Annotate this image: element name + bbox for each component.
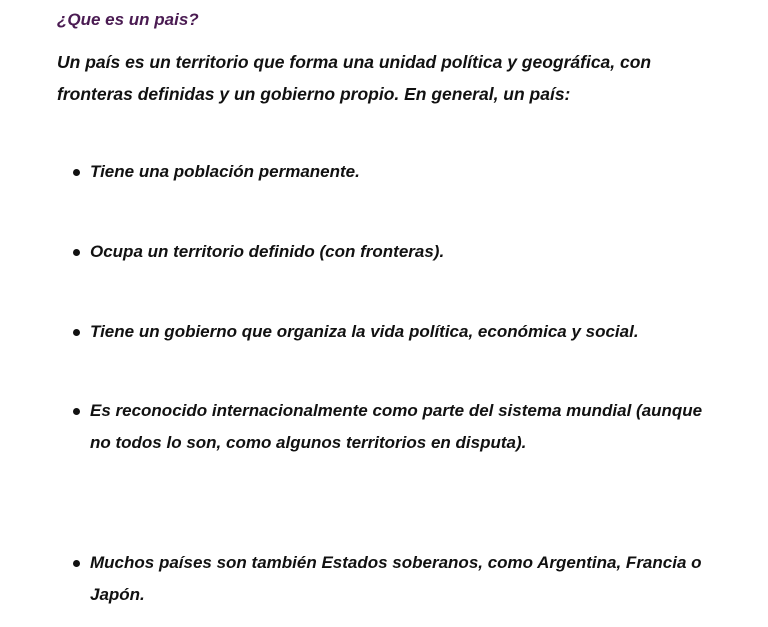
bullet-icon [73,329,80,336]
list-item-text: Tiene un gobierno que organiza la vida política, económica y social. [90,322,639,341]
list-item-text: Muchos países son también Estados soberanos, como Argentina, Francia o Japón. [90,553,702,604]
list-item [73,395,723,459]
bullet-icon [73,560,80,567]
intro-paragraph: Un país es un territorio que forma una unidad política y geográfica, con fronteras definidas y un gobierno propio. En general, un país: [57,52,652,104]
list-item-text: Es reconocido internacionalmente como parte del sistema mundial (aunque no todos lo son, como algunos territorios en disputa). [90,401,703,452]
list-item [73,316,723,348]
list-item [73,156,723,188]
list-item [73,547,723,611]
list-item [73,236,723,268]
bullet-icon [73,249,80,256]
document-title: ¿Que es un pais? [57,10,199,29]
bullet-icon [73,408,80,415]
list-item-text: Ocupa un territorio definido (con fronteras). [90,242,445,261]
list-item-text: Tiene una población permanente. [90,162,360,181]
bullet-icon [73,169,80,176]
